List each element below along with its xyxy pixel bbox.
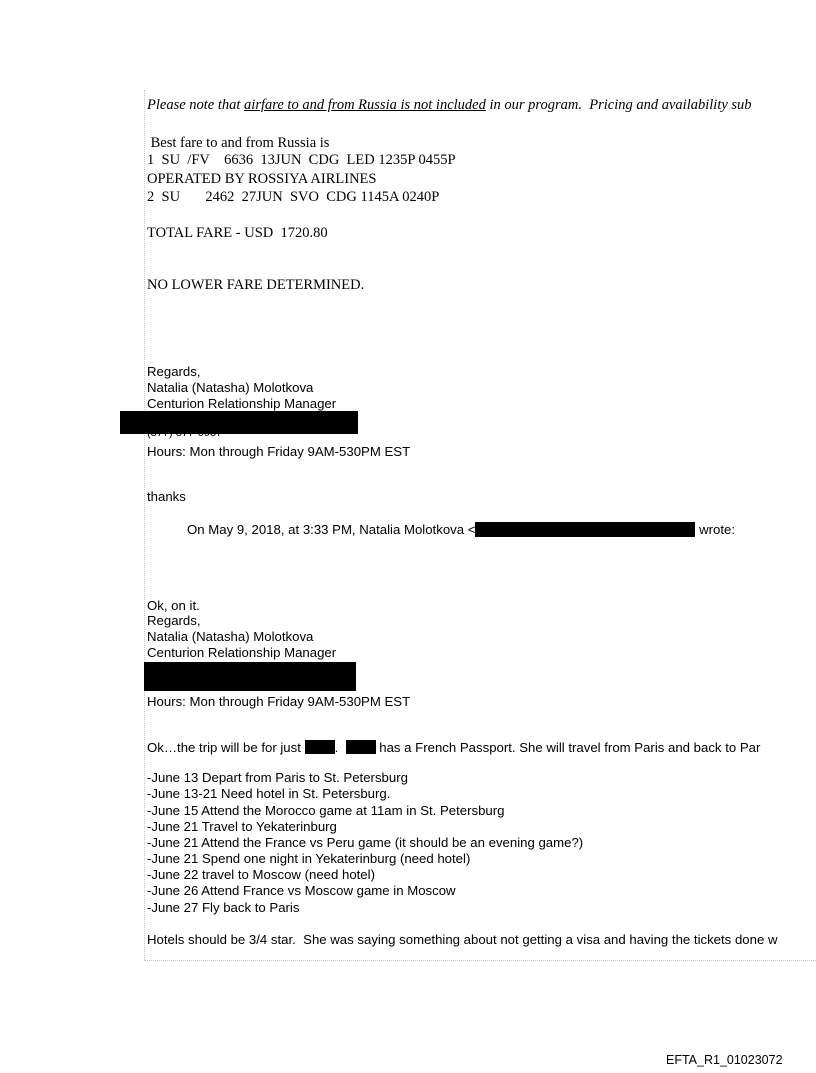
itinerary-item: -June 22 travel to Moscow (need hotel) <box>147 867 375 882</box>
pricing-notice <box>147 98 752 113</box>
reply-name: Natalia (Natasha) Molotkova <box>147 629 314 644</box>
quote-header <box>187 522 735 537</box>
notice-text-1: Please note that <box>147 97 245 113</box>
hotels-note: Hotels should be 3/4 star. She was saying something about not getting a visa and having the tickets done w <box>147 932 778 947</box>
itinerary-item: -June 13 Depart from Paris to St. Petersburg <box>147 770 408 785</box>
redacted-email <box>475 522 695 537</box>
redacted-name <box>346 740 376 754</box>
redacted-name <box>305 740 335 754</box>
fare-operated-by: OPERATED BY ROSSIYA AIRLINES <box>147 171 377 187</box>
reply-ok: Ok, on it. <box>147 598 200 613</box>
reply-hours: Hours: Mon through Friday 9AM-530PM EST <box>147 694 411 709</box>
quote-header-prefix: On May 9, 2018, at 3:33 PM, Natalia Molotkova < <box>187 522 476 537</box>
fare-heading: Best fare to and from Russia is <box>147 135 330 151</box>
signature-title: Centurion Relationship Manager <box>147 396 337 411</box>
fare-segment-2: 2 SU 2462 27JUN SVO CDG 1145A 0240P <box>147 189 440 205</box>
trip-intro-b: . <box>334 740 346 755</box>
itinerary-item: -June 21 Spend one night in Yekaterinburg (need hotel) <box>147 851 471 866</box>
redaction-block <box>120 411 358 434</box>
signature-regards: Regards, <box>147 364 201 379</box>
fare-total: TOTAL FARE - USD 1720.80 <box>147 225 328 241</box>
quote-border-bottom <box>144 960 816 961</box>
document-footer-id: EFTA_R1_01023072 <box>666 1053 783 1067</box>
itinerary-item: -June 21 Travel to Yekaterinburg <box>147 819 337 834</box>
quote-header-suffix: wrote: <box>695 522 736 537</box>
itinerary-item: -June 27 Fly back to Paris <box>147 900 300 915</box>
signature-name: Natalia (Natasha) Molotkova <box>147 380 314 395</box>
itinerary-item: -June 15 Attend the Morocco game at 11am in St. Petersburg <box>147 803 505 818</box>
itinerary-item: -June 13-21 Need hotel in St. Petersburg. <box>147 786 391 801</box>
notice-underlined-text: airfare to and from Russia is not included <box>244 97 486 113</box>
reply-title: Centurion Relationship Manager <box>147 645 337 660</box>
fare-segment-1: 1 SU /FV 6636 13JUN CDG LED 1235P 0455P <box>147 152 456 168</box>
notice-text-2: in our program. Pricing and availability sub <box>485 97 752 113</box>
signature-hours: Hours: Mon through Friday 9AM-530PM EST <box>147 444 411 459</box>
trip-intro-a: Ok…the trip will be for just <box>147 740 305 755</box>
fare-no-lower: NO LOWER FARE DETERMINED. <box>147 277 365 293</box>
quote-border-left <box>144 90 145 960</box>
thanks-text: thanks <box>147 489 186 504</box>
trip-intro <box>147 740 760 754</box>
reply-regards: Regards, <box>147 613 201 628</box>
trip-intro-c: has a French Passport. She will travel from Paris and back to Par <box>375 740 761 755</box>
itinerary-item: -June 26 Attend France vs Moscow game in Moscow <box>147 883 456 898</box>
redaction-block <box>144 662 356 691</box>
itinerary-item: -June 21 Attend the France vs Peru game (it should be an evening game?) <box>147 835 584 850</box>
